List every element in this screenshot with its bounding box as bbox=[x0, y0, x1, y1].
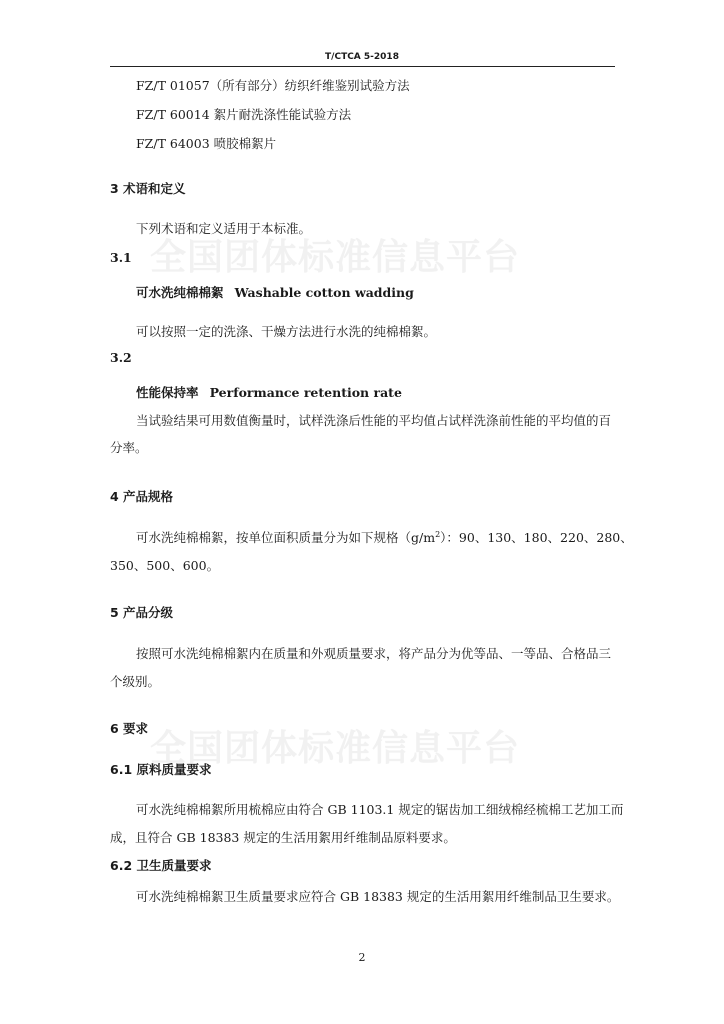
section-4-para-line2: 350、500、600。 bbox=[110, 558, 220, 573]
term-3-1-zh: 可水洗纯棉棉絮 bbox=[136, 285, 224, 300]
spec-text-b: ）：90、130、180、220、280、 bbox=[440, 530, 633, 545]
section-5-heading: 5 产品分级 bbox=[110, 605, 174, 620]
section-3-intro: 下列术语和定义适用于本标准。 bbox=[136, 221, 312, 236]
ref-fz-60014: FZ/T 60014 絮片耐洗涤性能试验方法 bbox=[136, 107, 352, 122]
section-6-1-para-line2: 成，且符合 GB 18383 规定的生活用絮用纤维制品原料要求。 bbox=[110, 830, 456, 845]
section-3-heading: 3 术语和定义 bbox=[110, 181, 186, 196]
term-3-2-definition-line2: 分率。 bbox=[110, 440, 148, 455]
term-3-2-definition-line1: 当试验结果可用数值衡量时，试样洗涤后性能的平均值占试样洗涤前性能的平均值的百 bbox=[136, 413, 612, 428]
running-header: T/CTCA 5-2018 bbox=[325, 52, 399, 62]
section-5-para-line2: 个级别。 bbox=[110, 674, 161, 689]
watermark-2: 全国团体标准信息平台 bbox=[150, 728, 521, 769]
ref-fz-01057: FZ/T 01057（所有部分）纺织纤维鉴别试验方法 bbox=[136, 78, 410, 93]
section-6-1-heading: 6.1 原料质量要求 bbox=[110, 762, 212, 777]
spec-superscript: 2 bbox=[435, 529, 441, 539]
ref-fz-64003: FZ/T 64003 喷胶棉絮片 bbox=[136, 136, 277, 151]
term-3-1-definition: 可以按照一定的洗涤、干燥方法进行水洗的纯棉棉絮。 bbox=[136, 324, 437, 339]
section-6-heading: 6 要求 bbox=[110, 721, 149, 736]
term-3-1-number: 3.1 bbox=[110, 250, 132, 265]
section-5-para-line1: 按照可水洗纯棉棉絮内在质量和外观质量要求，将产品分为优等品、一等品、合格品三 bbox=[136, 646, 612, 661]
header-rule bbox=[110, 66, 615, 67]
term-3-2-zh: 性能保持率 bbox=[136, 385, 199, 400]
term-3-2-title bbox=[136, 382, 402, 401]
section-6-2-para: 可水洗纯棉棉絮卫生质量要求应符合 GB 18383 规定的生活用絮用纤维制品卫生要求。 bbox=[136, 889, 620, 904]
section-6-1-para-line1: 可水洗纯棉棉絮所用梳棉应由符合 GB 1103.1 规定的锯齿加工细绒棉经梳棉工艺加工而 bbox=[136, 802, 624, 817]
page-number: 2 bbox=[358, 951, 366, 964]
term-3-2-en: Performance retention rate bbox=[209, 385, 402, 400]
term-3-2-number: 3.2 bbox=[110, 350, 132, 365]
term-3-1-en: Washable cotton wadding bbox=[234, 285, 414, 300]
section-4-heading: 4 产品规格 bbox=[110, 489, 174, 504]
section-6-2-heading: 6.2 卫生质量要求 bbox=[110, 858, 212, 873]
section-4-para-line1 bbox=[136, 528, 633, 546]
watermark-1: 全国团体标准信息平台 bbox=[150, 237, 521, 278]
spec-text-a: 可水洗纯棉棉絮，按单位面积质量分为如下规格（g/m bbox=[136, 530, 436, 545]
term-3-1-title bbox=[136, 282, 414, 301]
